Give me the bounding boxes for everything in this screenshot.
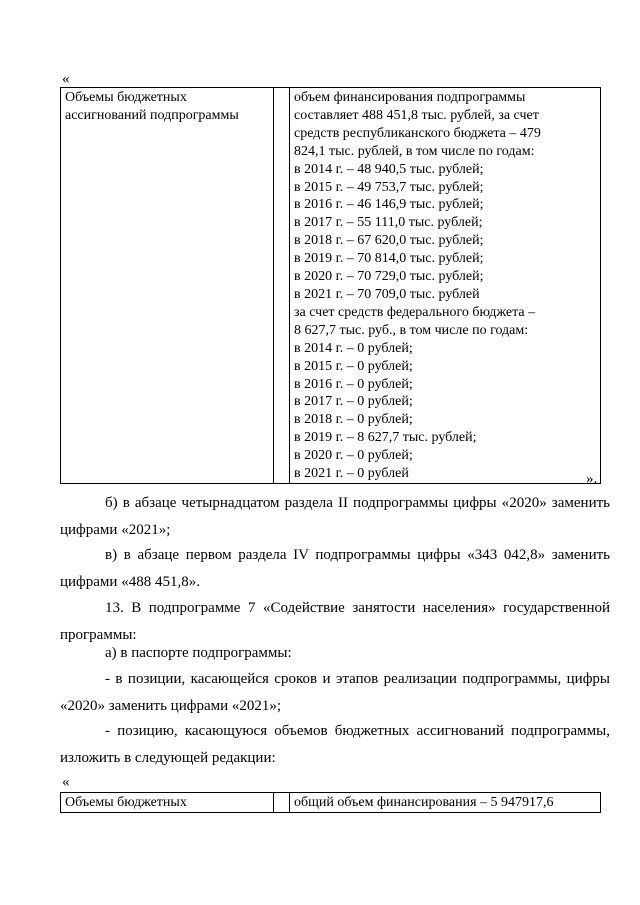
label-cell — [61, 793, 274, 813]
opening-quote-mark-bottom: « — [62, 774, 70, 790]
value-line: общий объем финансирования – 5 947917,6 — [294, 795, 554, 810]
value-line: в 2021 г. – 0 рублей — [294, 466, 409, 482]
paragraph-position-terms: - в позиции, касающейся сроков и этапов реализации подпрограммы, цифры «2020» заменить цифрами «2021»; — [60, 671, 610, 714]
paragraph-b: б) в абзаце четырнадцатом раздела II подпрограммы цифры «2020» заменить цифрами «2021»; — [60, 495, 610, 538]
label-line: Объемы бюджетных — [65, 90, 187, 105]
value-line: в 2021 г. – 70 709,0 тыс. рублей — [294, 286, 480, 302]
value-line: в 2015 г. – 49 753,7 тыс. рублей; — [294, 179, 484, 195]
value-line: составляет 488 451,8 тыс. рублей, за счет — [294, 107, 539, 123]
value-line: в 2014 г. – 48 940,5 тыс. рублей; — [294, 161, 484, 177]
value-line: в 2019 г. – 70 814,0 тыс. рублей; — [294, 251, 484, 267]
label-cell — [61, 88, 274, 484]
label-line: Объемы бюджетных — [65, 795, 187, 810]
value-line: в 2014 г. – 0 рублей; — [294, 340, 413, 356]
separator-cell — [274, 88, 290, 484]
value-line: в 2020 г. – 70 729,0 тыс. рублей; — [294, 269, 484, 285]
value-line: в 2020 г. – 0 рублей; — [294, 448, 413, 464]
value-line: объем финансирования подпрограммы — [294, 90, 526, 105]
value-line: в 2018 г. – 0 рублей; — [294, 412, 413, 428]
value-line: средств республиканского бюджета – 479 — [294, 125, 541, 141]
value-line: 824,1 тыс. рублей, в том числе по годам: — [294, 143, 535, 159]
paragraph-position-budget: - позицию, касающуюся объемов бюджетных ассигнований подпрограммы, изложить в следующей редакции: — [60, 723, 610, 766]
value-line: в 2017 г. – 55 111,0 тыс. рублей; — [294, 215, 483, 231]
opening-quote-mark: « — [62, 71, 70, 87]
label-line: ассигнований подпрограммы — [65, 107, 239, 123]
separator-cell — [274, 793, 290, 813]
budget-allocations-table — [60, 87, 601, 484]
value-cell — [290, 793, 601, 813]
value-line: в 2016 г. – 0 рублей; — [294, 376, 413, 392]
budget-allocations-table-2 — [60, 792, 601, 813]
value-line: в 2015 г. – 0 рублей; — [294, 358, 413, 374]
paragraph-13: 13. В подпрограмме 7 «Содействие занятости населения» государственной программы: — [60, 600, 610, 643]
table-row — [61, 793, 601, 813]
table-row — [61, 88, 601, 484]
paragraph-v: в) в абзаце первом раздела IV подпрограммы цифры «343 042,8» заменить цифрами «488 451,8». — [60, 547, 610, 590]
paragraph-a: а) в паспорте подпрограммы: — [105, 645, 292, 661]
closing-quote-mark: ». — [586, 471, 598, 487]
value-line: в 2016 г. – 46 146,9 тыс. рублей; — [294, 197, 484, 213]
value-line: в 2019 г. – 8 627,7 тыс. рублей; — [294, 430, 477, 446]
value-line: в 2018 г. – 67 620,0 тыс. рублей; — [294, 233, 484, 249]
value-cell — [290, 88, 601, 484]
value-line: за счет средств федерального бюджета – — [294, 304, 536, 320]
value-line: в 2017 г. – 0 рублей; — [294, 394, 413, 410]
value-line: 8 627,7 тыс. руб., в том числе по годам: — [294, 322, 529, 338]
